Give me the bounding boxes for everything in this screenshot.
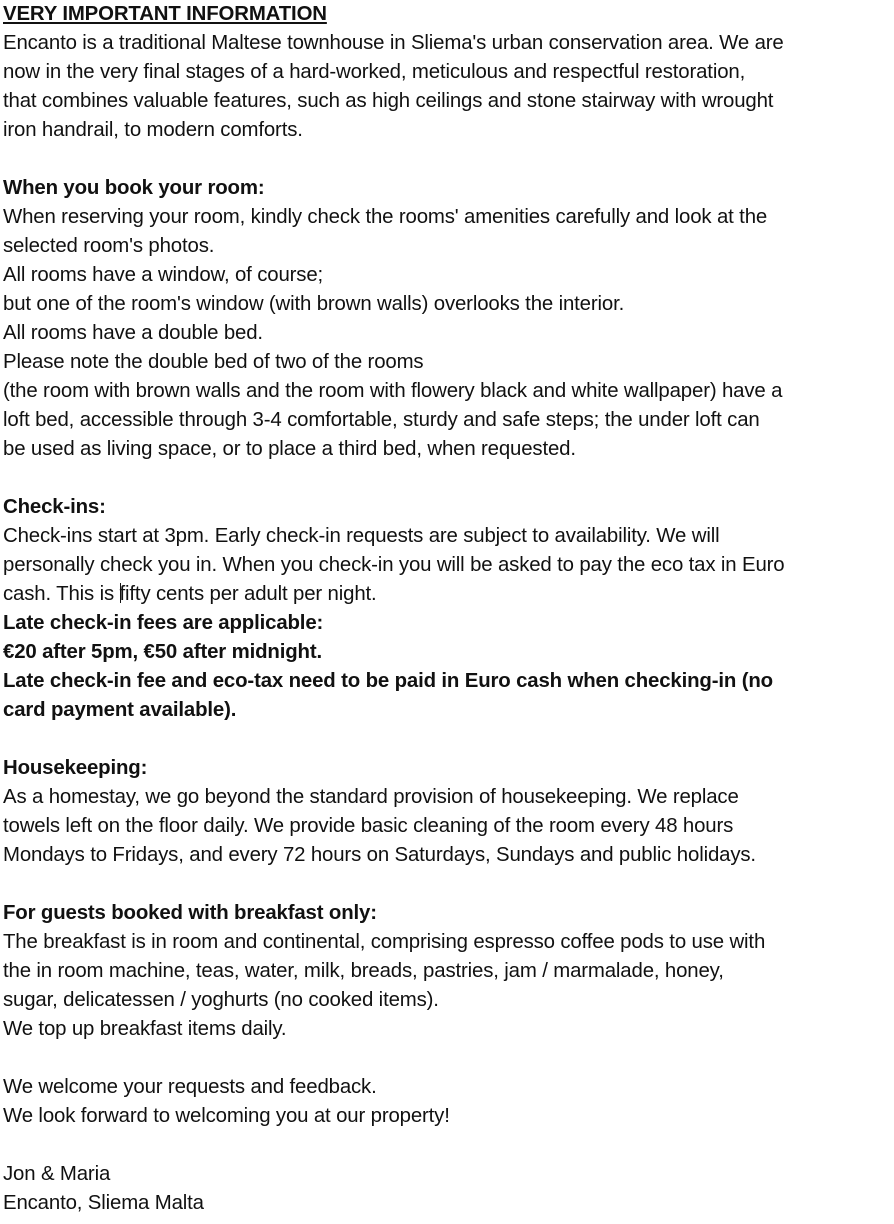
late-fee-line: €20 after 5pm, €50 after midnight.	[3, 641, 322, 663]
breakfast-line: The breakfast is in room and continental, comprising espresso coffee pods to use with	[3, 931, 766, 953]
checkins-heading: Check-ins:	[3, 496, 106, 518]
late-fee-line: Late check-in fee and eco-tax need to be paid in Euro cash when checking-in (no	[3, 670, 773, 692]
checkins-line-with-caret[interactable]	[3, 580, 892, 609]
spacer	[3, 464, 892, 493]
booking-heading: When you book your room:	[3, 177, 265, 199]
checkins-line: personally check you in. When you check-in you will be asked to pay the eco tax in Euro	[3, 554, 785, 576]
closing-line: We welcome your requests and feedback.	[3, 1076, 377, 1098]
intro-paragraph	[3, 29, 892, 145]
late-fee-line: card payment available).	[3, 699, 237, 721]
breakfast-heading: For guests booked with breakfast only:	[3, 902, 377, 924]
booking-line: Please note the double bed of two of the rooms	[3, 351, 424, 373]
checkins-section	[3, 493, 892, 725]
signature-block	[3, 1160, 892, 1218]
breakfast-section	[3, 899, 892, 1044]
booking-line: All rooms have a window, of course;	[3, 264, 324, 286]
closing-line: We look forward to welcoming you at our property!	[3, 1105, 450, 1127]
spacer	[3, 725, 892, 754]
late-fee-line: Late check-in fees are applicable:	[3, 612, 324, 634]
spacer	[3, 870, 892, 899]
booking-line: selected room's photos.	[3, 235, 215, 257]
intro-line: now in the very final stages of a hard-worked, meticulous and respectful restoration,	[3, 61, 746, 83]
intro-line: that combines valuable features, such as high ceilings and stone stairway with wrought	[3, 90, 774, 112]
checkins-line: Check-ins start at 3pm. Early check-in requests are subject to availability. We will	[3, 525, 720, 547]
spacer	[3, 145, 892, 174]
housekeeping-heading: Housekeeping:	[3, 757, 148, 779]
booking-line: (the room with brown walls and the room with flowery black and white wallpaper) have a	[3, 380, 783, 402]
housekeeping-line: towels left on the floor daily. We provide basic cleaning of the room every 48 hours	[3, 815, 734, 837]
spacer	[3, 1044, 892, 1073]
checkins-text-before-caret: cash. This is	[3, 583, 120, 605]
booking-section	[3, 174, 892, 464]
housekeeping-line: Mondays to Fridays, and every 72 hours on Saturdays, Sundays and public holidays.	[3, 844, 756, 866]
booking-line: be used as living space, or to place a third bed, when requested.	[3, 438, 576, 460]
intro-line: iron handrail, to modern comforts.	[3, 119, 303, 141]
intro-line: Encanto is a traditional Maltese townhouse in Sliema's urban conservation area. We are	[3, 32, 784, 54]
breakfast-line: the in room machine, teas, water, milk, breads, pastries, jam / marmalade, honey,	[3, 960, 724, 982]
housekeeping-section	[3, 754, 892, 870]
signature-name: Jon & Maria	[3, 1163, 111, 1185]
breakfast-line: sugar, delicatessen / yoghurts (no cooked items).	[3, 989, 439, 1011]
spacer	[3, 1131, 892, 1160]
signature-place: Encanto, Sliema Malta	[3, 1192, 204, 1214]
breakfast-line: We top up breakfast items daily.	[3, 1018, 287, 1040]
booking-line: When reserving your room, kindly check the rooms' amenities carefully and look at the	[3, 206, 768, 228]
housekeeping-line: As a homestay, we go beyond the standard provision of housekeeping. We replace	[3, 786, 739, 808]
booking-line: loft bed, accessible through 3-4 comfortable, sturdy and safe steps; the under loft can	[3, 409, 760, 431]
booking-line: but one of the room's window (with brown walls) overlooks the interior.	[3, 293, 625, 315]
closing-section	[3, 1073, 892, 1131]
booking-line: All rooms have a double bed.	[3, 322, 263, 344]
document-title: VERY IMPORTANT INFORMATION	[3, 3, 327, 25]
checkins-text-after-caret: fifty cents per adult per night.	[119, 583, 377, 605]
